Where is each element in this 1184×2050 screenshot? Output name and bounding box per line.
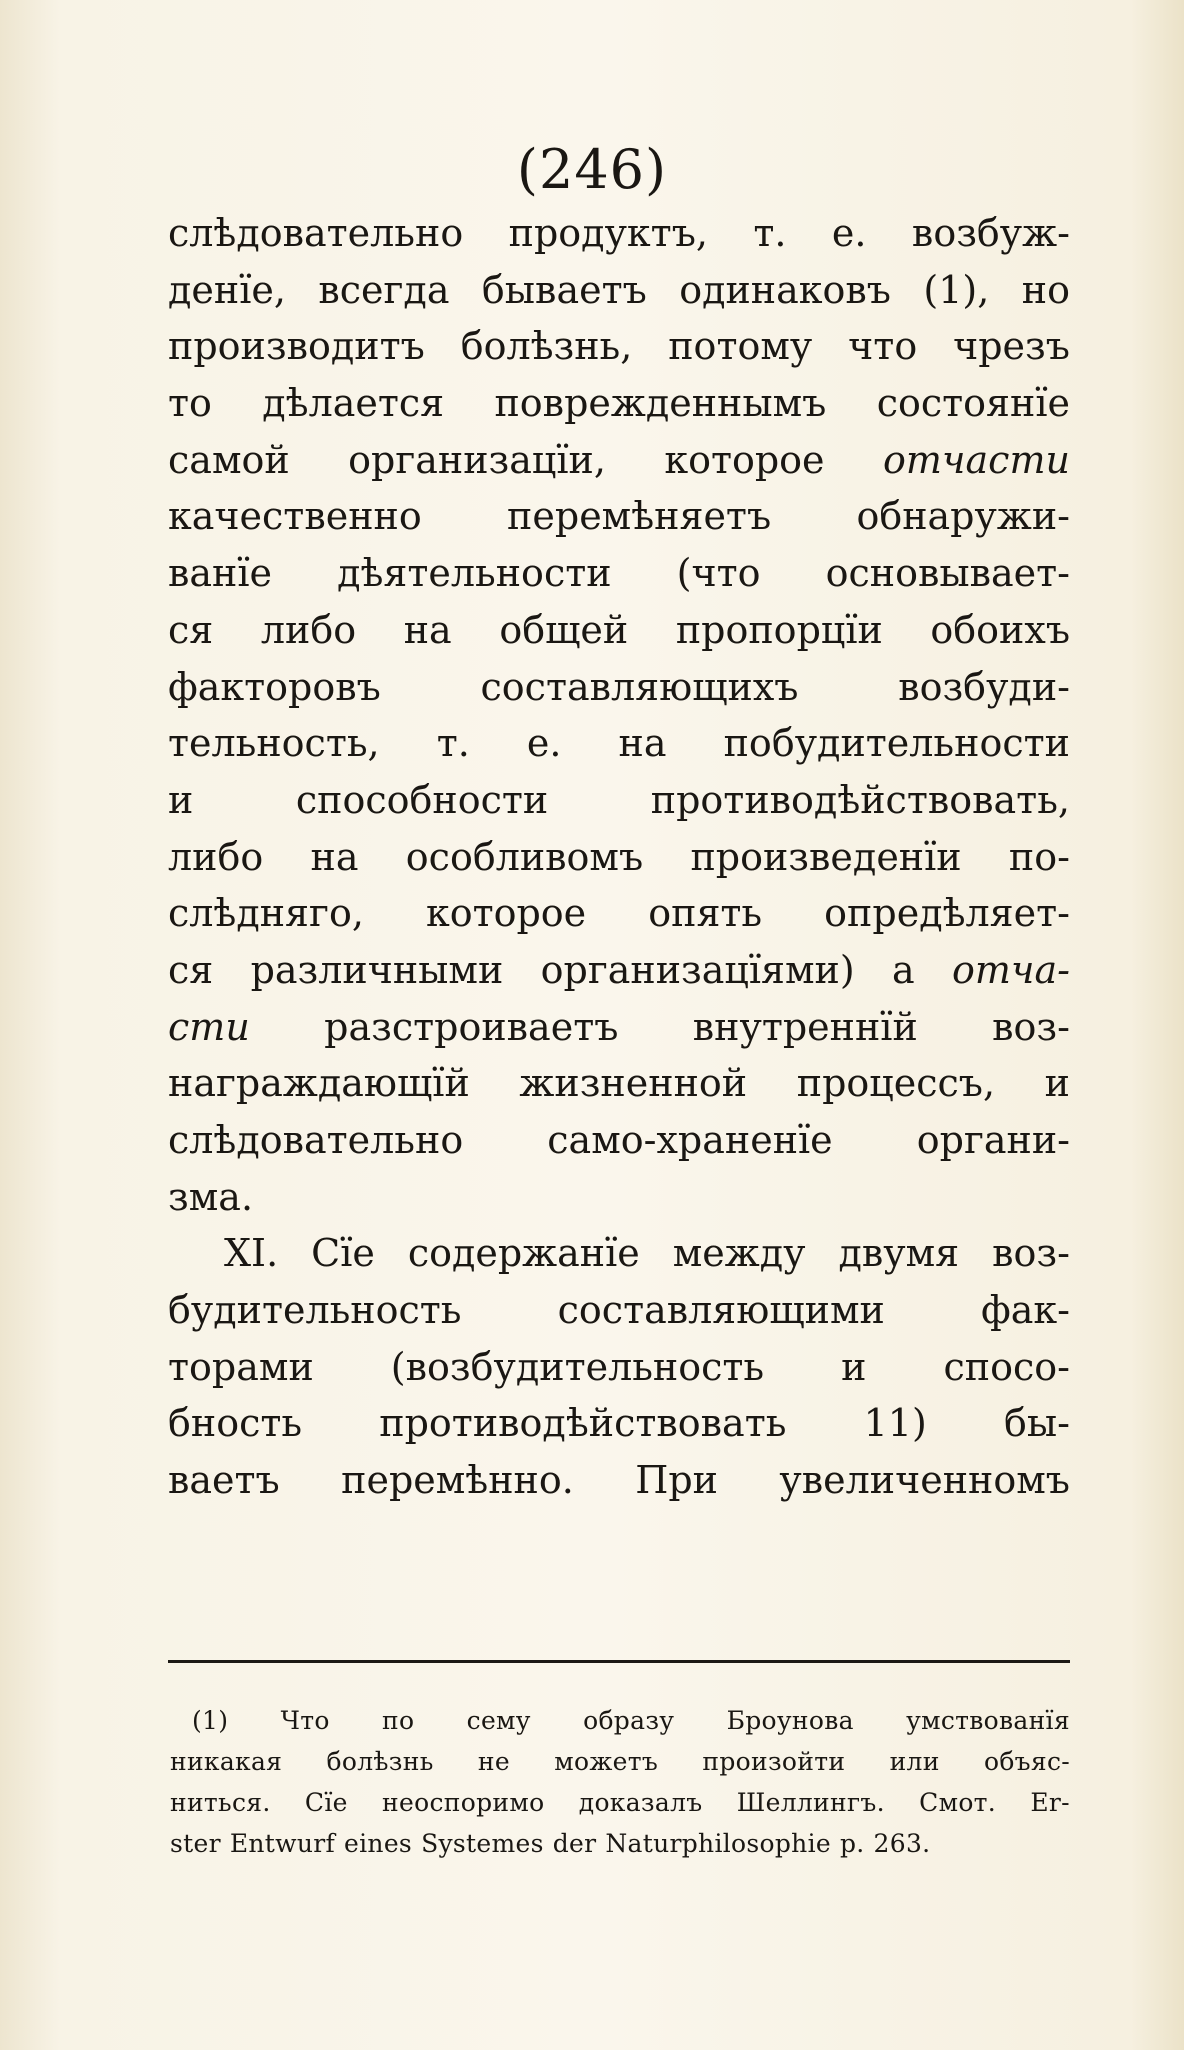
word: произведенїи xyxy=(690,834,962,879)
footnote-line xyxy=(170,1700,1070,1741)
word: особливомъ xyxy=(405,834,644,879)
footnote-word: образу xyxy=(583,1706,675,1735)
word: увеличенномъ xyxy=(779,1458,1070,1503)
footnote-word: p. xyxy=(839,1829,865,1858)
word: XI. xyxy=(224,1231,279,1276)
word: е. xyxy=(526,721,562,766)
footnote-word: никакая xyxy=(170,1747,283,1776)
word: само-храненїе xyxy=(547,1118,833,1162)
text-line xyxy=(168,205,1070,262)
footnote-word: можетъ xyxy=(554,1747,659,1776)
word: (возбудительность xyxy=(390,1344,765,1389)
word: составляющими xyxy=(557,1288,885,1333)
word: по- xyxy=(1008,834,1070,879)
text-line xyxy=(168,262,1070,319)
word: бываетъ xyxy=(481,267,647,312)
text-line xyxy=(168,1169,1070,1226)
text-line xyxy=(168,715,1070,772)
word: фак- xyxy=(981,1288,1070,1333)
word: спосо- xyxy=(943,1344,1070,1389)
word: зма. xyxy=(168,1174,254,1219)
body-text xyxy=(168,205,1070,1509)
word: торами xyxy=(168,1344,314,1389)
footnote-word: объяс- xyxy=(983,1747,1070,1776)
word: органи- xyxy=(916,1118,1070,1162)
word: разстроиваетъ xyxy=(324,1004,619,1049)
word: поврежденнымъ xyxy=(494,381,827,426)
word: будительность xyxy=(168,1288,462,1333)
footnote-word: Entwurf xyxy=(229,1829,336,1858)
word: е. xyxy=(831,211,867,255)
text-line xyxy=(168,1225,1070,1282)
footnote-word: Смот. xyxy=(919,1788,997,1817)
word: При xyxy=(635,1458,719,1503)
word: то xyxy=(168,381,212,426)
word: дѣятельности xyxy=(337,551,612,596)
word: (что xyxy=(676,551,761,596)
text-line xyxy=(168,545,1070,602)
footnote-word: Броунова xyxy=(726,1706,854,1735)
word: способности xyxy=(295,777,549,822)
word: процессъ, xyxy=(796,1061,996,1106)
word: воз- xyxy=(992,1004,1070,1049)
word: которое xyxy=(664,437,825,482)
word: пропорцїи xyxy=(675,607,883,652)
word: болѣзнь, xyxy=(460,324,633,369)
word: бность xyxy=(168,1401,303,1446)
word: награждающїй xyxy=(168,1061,470,1106)
word: возбуди- xyxy=(898,664,1070,709)
text-line xyxy=(168,1282,1070,1339)
footnote-word: неоспоримо xyxy=(382,1788,545,1817)
word: на xyxy=(403,607,452,652)
text-line xyxy=(168,602,1070,659)
word: ванїе xyxy=(168,551,273,596)
word: самой xyxy=(168,437,290,482)
word: качественно xyxy=(168,494,422,539)
word: воз- xyxy=(992,1231,1070,1276)
word: на xyxy=(618,721,667,766)
text-line xyxy=(168,885,1070,942)
footnote-line xyxy=(170,1782,1070,1823)
word: одинаковъ xyxy=(679,267,891,312)
text-line xyxy=(168,1452,1070,1509)
word: опредѣляет- xyxy=(824,891,1070,936)
footnote-word: Naturphilosophie xyxy=(605,1829,831,1858)
word: и xyxy=(1044,1061,1070,1106)
word: т. xyxy=(436,721,470,766)
word: перемѣняетъ xyxy=(507,494,772,539)
word: двумя xyxy=(838,1231,960,1276)
word: но xyxy=(1021,267,1070,312)
word: возбуж- xyxy=(911,211,1070,255)
word: внутреннїй xyxy=(692,1004,918,1049)
text-line xyxy=(168,432,1070,489)
word: 11) xyxy=(863,1401,927,1446)
text-line xyxy=(168,1339,1070,1396)
word: потому xyxy=(668,324,813,369)
word: основывает- xyxy=(825,551,1070,596)
word: состоянїе xyxy=(876,381,1070,426)
word: ваетъ xyxy=(168,1458,280,1503)
footnote-word: 263. xyxy=(873,1829,931,1858)
word: факторовъ xyxy=(168,664,381,709)
word: чрезъ xyxy=(953,324,1070,369)
word: что xyxy=(848,324,918,369)
word: слѣдняго, xyxy=(168,891,364,936)
word: слѣдовательно xyxy=(168,211,464,255)
text-line xyxy=(168,772,1070,829)
footnote-line xyxy=(170,1823,1070,1864)
word: на xyxy=(310,834,359,879)
text-line xyxy=(168,318,1070,375)
word: организацїями) xyxy=(540,947,855,992)
word: т. xyxy=(753,211,787,255)
footnote-word: Er- xyxy=(1030,1788,1070,1817)
word: Сїе xyxy=(311,1231,375,1276)
word: между xyxy=(672,1231,806,1276)
footnote-word: (1) xyxy=(192,1706,229,1735)
text-line xyxy=(168,999,1070,1056)
word: денїе, xyxy=(168,267,286,312)
word: составляющихъ xyxy=(480,664,799,709)
footnote xyxy=(170,1700,1070,1864)
footnote-word: ниться. xyxy=(170,1788,271,1817)
footnote-word: Что xyxy=(280,1706,330,1735)
footnote-word: умствованїя xyxy=(906,1706,1070,1735)
footnote-word: доказалъ xyxy=(578,1788,703,1817)
word: противодѣйствовать, xyxy=(650,777,1070,822)
footnote-word: произойти xyxy=(702,1747,846,1776)
word: либо xyxy=(168,834,264,879)
word: опять xyxy=(648,891,763,936)
word: обоихъ xyxy=(930,607,1070,652)
word: либо xyxy=(260,607,357,652)
footnote-word: не xyxy=(477,1747,510,1776)
word: которое xyxy=(425,891,587,936)
text-line xyxy=(168,1055,1070,1112)
word: бы- xyxy=(1004,1401,1070,1446)
footnote-word: сему xyxy=(466,1706,531,1735)
word: и xyxy=(168,777,194,822)
word: жизненной xyxy=(519,1061,748,1106)
word: различными xyxy=(250,947,504,992)
word: ся xyxy=(168,607,214,652)
footnote-word: Шеллингъ. xyxy=(736,1788,885,1817)
word: отча- xyxy=(951,947,1070,992)
word: обнаружи- xyxy=(856,494,1070,539)
word: всегда xyxy=(318,267,450,312)
footnote-word: ster xyxy=(170,1829,221,1858)
text-line xyxy=(168,1112,1070,1169)
page-number: (246) xyxy=(516,138,668,201)
word: побудительности xyxy=(723,721,1070,766)
footnote-word: по xyxy=(382,1706,415,1735)
text-line xyxy=(168,942,1070,999)
text-line xyxy=(168,829,1070,886)
word: производитъ xyxy=(168,324,425,369)
footnote-word: болѣзнь xyxy=(326,1747,434,1776)
footnote-word: или xyxy=(889,1747,940,1776)
word: содержанїе xyxy=(407,1231,640,1276)
footnote-word: Сїе xyxy=(304,1788,348,1817)
text-line xyxy=(168,488,1070,545)
footnote-word: der xyxy=(552,1829,597,1858)
word: и xyxy=(841,1344,867,1389)
word: дѣлается xyxy=(262,381,445,426)
footnote-word: Systemes xyxy=(421,1829,544,1858)
word: тельность, xyxy=(168,721,380,766)
footnote-word: eines xyxy=(344,1829,413,1858)
word: продуктъ, xyxy=(508,211,708,255)
word: противодѣйствовать xyxy=(379,1401,787,1446)
word: ся xyxy=(168,947,214,992)
word: перемѣнно. xyxy=(341,1458,574,1503)
word: сти xyxy=(168,1004,250,1049)
word: слѣдовательно xyxy=(168,1118,464,1162)
word: общей xyxy=(499,607,629,652)
word: организацїи, xyxy=(348,437,606,482)
word: (1), xyxy=(923,267,990,312)
word: а xyxy=(892,947,915,992)
word: отчасти xyxy=(882,437,1070,482)
text-line xyxy=(168,375,1070,432)
text-line xyxy=(168,659,1070,716)
text-line xyxy=(168,1395,1070,1452)
footnote-divider xyxy=(168,1660,1070,1663)
footnote-line xyxy=(170,1741,1070,1782)
